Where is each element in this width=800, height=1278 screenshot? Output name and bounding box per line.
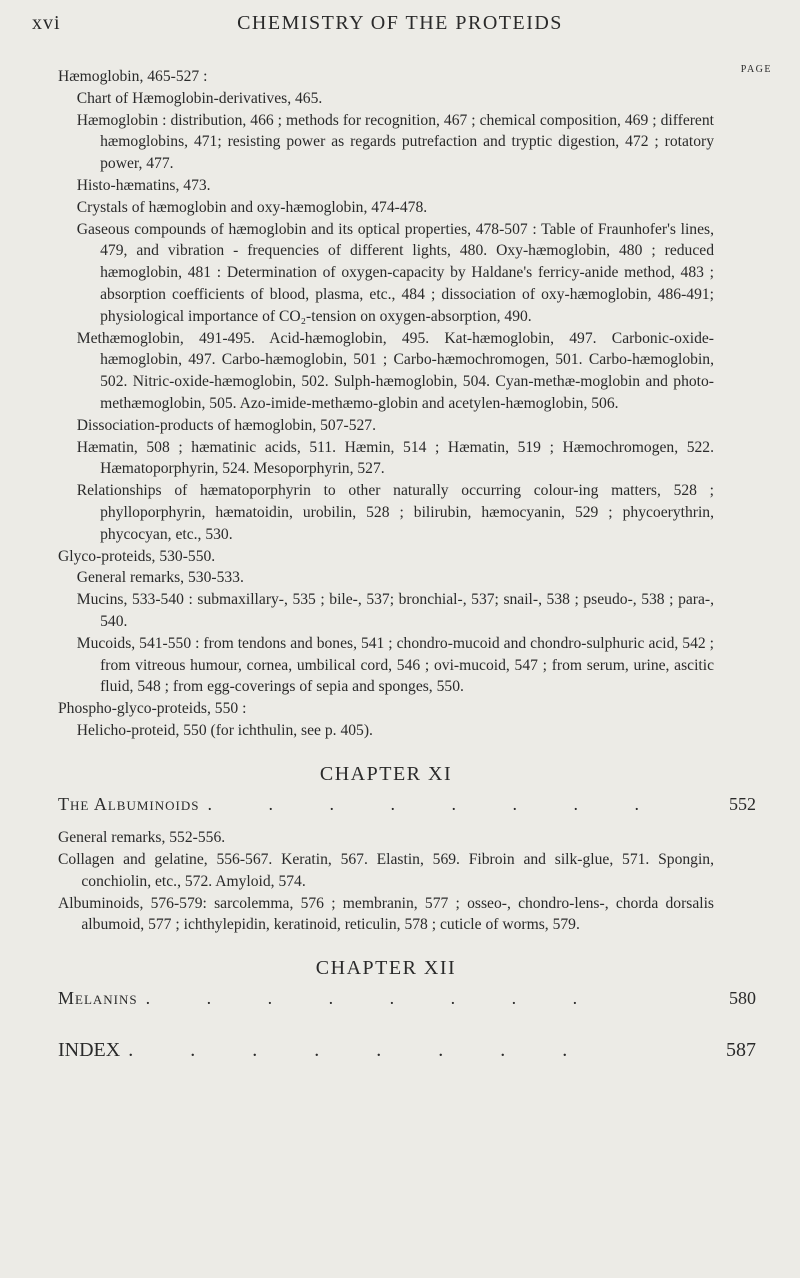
contents-entry: Albuminoids, 576-579: sarcolemma, 576 ; membranin, 577 ; osseo-, chondro-lens-, chorda dorsalis albumoid, 577 ; ichthylepidin, keratinoid, reticulin, 578 ; cuticle of worms, 579. (58, 894, 714, 934)
contents-entry: Hæmoglobin : distribution, 466 ; methods for recognition, 467 ; chemical composition, 469 ; different hæmoglobins, 471; resisting power as regards putrefaction and tryptic digestion, 472 ; rotatory power, 477. (76, 111, 714, 173)
toc-line-albuminoids[interactable] (58, 794, 756, 816)
contents-entry: Chart of Hæmoglobin-derivatives, 465. (76, 89, 323, 107)
contents-entry: Hæmoglobin, 465-527 : (58, 68, 208, 85)
contents-entry: General remarks, 552-556. (58, 829, 226, 847)
toc-page: 587 (726, 1038, 756, 1061)
contents-entry: Collagen and gelatine, 556-567. Keratin, 567. Elastin, 569. Fibroin and silk-glue, 571. Spongin, conchiolin, etc., 572. Amyloid, 574. (58, 851, 714, 890)
toc-leader: . . . . . . . . (207, 793, 665, 814)
contents-entry: General remarks, 530-533. (76, 569, 244, 587)
toc-page: 580 (729, 988, 756, 1009)
contents-entry: Crystals of hæmoglobin and oxy-hæmoglobin, 474-478. (76, 198, 428, 216)
contents-entry: Glyco-proteids, 530-550. (58, 547, 216, 565)
contents-entry: Histo-hæmatins, 473. (76, 176, 211, 194)
contents-entry: Phospho-glyco-proteids, 550 : (58, 700, 247, 718)
contents-entry: Hæmatin, 508 ; hæmatinic acids, 511. Hæmin, 514 ; Hæmatin, 519 ; Hæmochromogen, 522. Hæmatoporphyrin, 524. Mesoporphyrin, 527. (76, 438, 714, 478)
proteid-entries (58, 66, 714, 742)
contents-body (58, 66, 756, 1074)
running-title: CHEMISTRY OF THE PROTEIDS (237, 12, 563, 34)
page-column-label: PAGE (740, 64, 772, 75)
chapter-xii-heading: CHAPTER XII (315, 957, 457, 980)
toc-leader: . . . . . . . . (145, 988, 604, 1009)
contents-entry: Dissociation-products of hæmoglobin, 507-527. (76, 416, 377, 434)
toc-title: Melanins (58, 988, 138, 1009)
toc-line-melanins[interactable] (58, 988, 756, 1010)
toc-leader: . . . . . . . . (128, 1039, 594, 1061)
contents-entry: Helicho-proteid, 550 (for ichthulin, see p. 405). (76, 721, 373, 739)
toc-title: INDEX (58, 1038, 121, 1061)
contents-entry: Methæmoglobin, 491-495. Acid-hæmoglobin, 495. Kat-hæmoglobin, 497. Carbonic-oxide-hæmoglobin, 497. Carbo-hæmoglobin, 501 ; Carbo-hæmochromogen, 501. Carbo-hæmoglobin, 502. Nitric-oxide-hæmoglobin, 502. Sulph-hæmoglobin, 504. Cyan-methæ-moglobin and photo-methæmoglobin, 505. Azo-imide-methæmo-globin and acetylen-hæmoglobin, 506. (76, 329, 714, 412)
contents-entry: Relationships of hæmatoporphyrin to other naturally occurring colour-ing matters, 528 ; phylloporphyrin, hæmatoidin, urobilin, 528 ; bilirubin, hæmocyanin, 529 ; phycoerythrin, phycocyan, etc., 530. (76, 482, 714, 543)
toc-title: The Albuminoids (58, 793, 200, 814)
chapter-xi-heading: CHAPTER XI (319, 762, 453, 785)
albuminoid-entries (58, 827, 714, 936)
page-number: xvi (32, 12, 61, 34)
contents-entry: Mucins, 533-540 : submaxillary-, 535 ; bile-, 537; bronchial-, 537; snail-, 538 ; pseudo-, 538 ; para-, 540. (76, 591, 714, 630)
contents-entry: Gaseous compounds of hæmoglobin and its optical properties, 478-507 : Table of Fraunhofer's lines, 479, and vibration - frequencies of different lights, 480. Oxy-hæmoglobin, 480 ; reduced hæmoglobin, 481 : Determination of oxygen-capacity by Haldane's ferricy-anide method, 483 ; absorption coefficients of blood, plasma, etc., 484 ; dissociation of oxy-hæmoglobin, 486-491; physiological importance of CO₂-tension on oxygen-absorption, 490. (76, 220, 714, 325)
toc-page: 552 (729, 793, 756, 814)
toc-line-index[interactable] (58, 1040, 756, 1062)
running-head (0, 8, 800, 38)
contents-entry: Mucoids, 541-550 : from tendons and bones, 541 ; chondro-mucoid and chondro-sulphuric acid, 542 ; from vitreous humour, cornea, umbilical cord, 546 ; ovi-mucoid, 547 ; from serum, urine, ascitic fluid, 548 ; from egg-coverings of sepia and sponges, 550. (76, 634, 714, 696)
